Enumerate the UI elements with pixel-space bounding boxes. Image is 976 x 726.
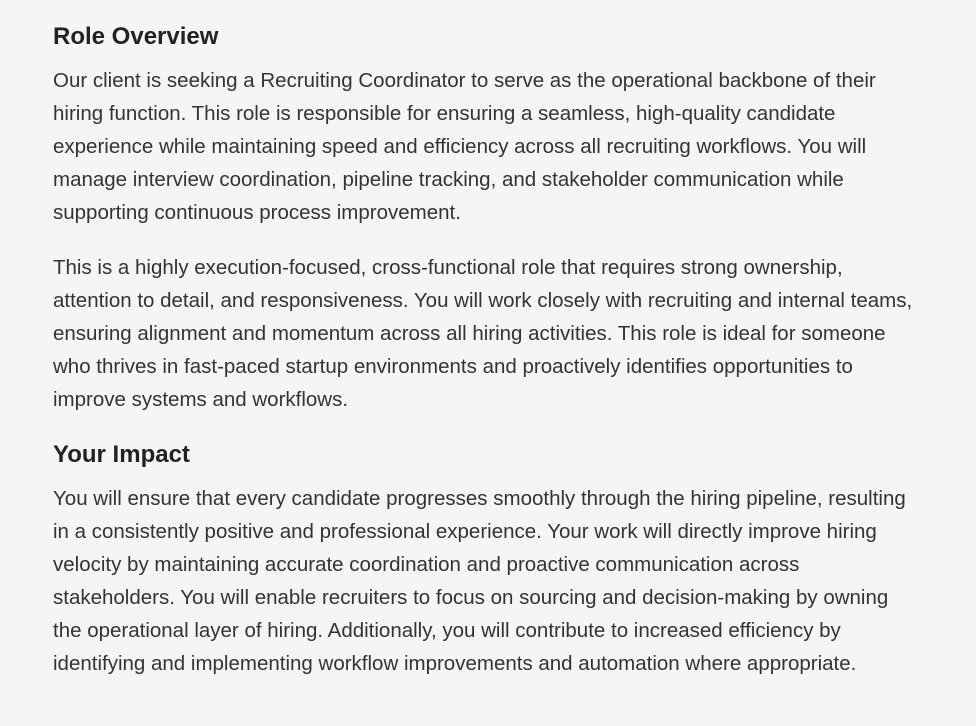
role-overview-paragraph-2: This is a highly execution-focused, cross-functional role that requires strong ownership, attention to detail, and responsiveness. You will work closely with recruiting and internal teams, ensuring alignment and momentum across all hiring activities. This role is ideal for someone who thrives in fast-paced startup environments and proactively identifies opportunities to improve systems and workflows.	[53, 256, 913, 411]
role-overview-paragraph-1: Our client is seeking a Recruiting Coordinator to serve as the operational backbone of their hiring function. This role is responsible for ensuring a seamless, high-quality candidate experience while maintaining speed and efficiency across all recruiting workflows. You will manage interview coordination, pipeline tracking, and stakeholder communication while supporting continuous process improvement.	[53, 69, 876, 224]
your-impact-paragraph: You will ensure that every candidate progresses smoothly through the hiring pipeline, resulting in a consistently positive and professional experience. Your work will directly improve hiring velocity by maintaining accurate coordination and proactive communication across stakeholders. You will enable recruiters to focus on sourcing and decision-making by owning the operational layer of hiring. Additionally, you will contribute to increased efficiency by identifying and implementing workflow improvements and automation where appropriate.	[53, 487, 906, 675]
section-title-role-overview: Role Overview	[53, 23, 219, 50]
section-title-your-impact: Your Impact	[53, 441, 190, 468]
